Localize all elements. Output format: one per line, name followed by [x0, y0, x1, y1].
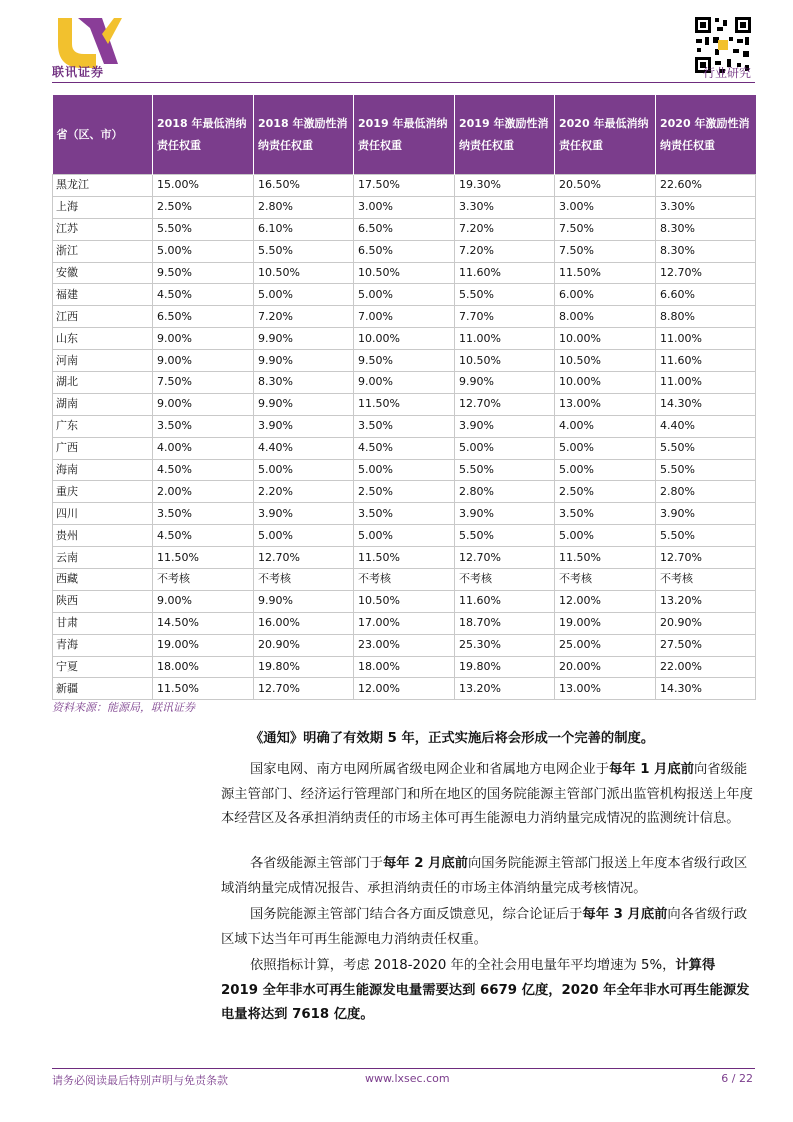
quota-cell: 5.50%	[656, 459, 756, 481]
quota-cell: 9.00%	[153, 590, 254, 612]
quota-cell: 9.90%	[254, 350, 354, 372]
table-row	[53, 547, 756, 569]
quota-cell: 18.00%	[354, 656, 455, 678]
province-cell: 湖南	[53, 393, 153, 415]
quota-cell: 3.50%	[153, 503, 254, 525]
quota-cell: 3.90%	[455, 415, 555, 437]
quota-cell: 6.60%	[656, 284, 756, 306]
quota-cell: 11.50%	[153, 547, 254, 569]
quota-cell: 25.30%	[455, 634, 555, 656]
quota-cell: 16.00%	[254, 612, 354, 634]
quota-cell: 17.50%	[354, 175, 455, 197]
quota-cell: 5.50%	[455, 525, 555, 547]
quota-cell: 20.90%	[254, 634, 354, 656]
heading-text: 《通知》明确了有效期 5 年，正式实施后将会形成一个完善的制度。	[250, 731, 655, 746]
province-cell: 浙江	[53, 240, 153, 262]
quota-cell: 20.00%	[555, 656, 656, 678]
quota-cell: 11.00%	[656, 372, 756, 394]
quota-cell: 4.50%	[153, 525, 254, 547]
quota-cell: 12.70%	[656, 547, 756, 569]
quota-cell: 11.60%	[455, 590, 555, 612]
quota-cell: 2.20%	[254, 481, 354, 503]
footer-website: www.lxsec.com	[365, 1072, 450, 1085]
province-cell: 黑龙江	[53, 175, 153, 197]
province-cell: 云南	[53, 547, 153, 569]
province-cell: 宁夏	[53, 656, 153, 678]
quota-cell: 17.00%	[354, 612, 455, 634]
quota-cell: 10.00%	[555, 372, 656, 394]
table-source: 资料来源：能源局，联讯证券	[52, 701, 195, 714]
quota-cell: 3.30%	[656, 196, 756, 218]
quota-cell: 8.30%	[656, 218, 756, 240]
quota-cell: 8.30%	[656, 240, 756, 262]
quota-cell: 5.00%	[254, 284, 354, 306]
table-header-cell: 2018 年激励性消纳责任权重	[254, 95, 354, 175]
section-heading	[221, 727, 756, 752]
quota-cell: 14.30%	[656, 393, 756, 415]
quota-cell: 4.50%	[354, 437, 455, 459]
quota-cell: 3.00%	[354, 196, 455, 218]
quota-cell: 19.00%	[153, 634, 254, 656]
quota-cell: 15.00%	[153, 175, 254, 197]
quota-cell: 11.50%	[555, 547, 656, 569]
quota-cell: 18.70%	[455, 612, 555, 634]
table-header-cell: 2020 年激励性消纳责任权重	[656, 95, 756, 175]
table-row	[53, 634, 756, 656]
quota-cell: 7.70%	[455, 306, 555, 328]
quota-cell: 10.50%	[254, 262, 354, 284]
table-row	[53, 240, 756, 262]
quota-cell: 10.50%	[455, 350, 555, 372]
quota-cell: 不考核	[455, 569, 555, 591]
quota-cell: 7.20%	[254, 306, 354, 328]
quota-cell: 4.40%	[254, 437, 354, 459]
quota-cell: 3.50%	[555, 503, 656, 525]
table-row	[53, 218, 756, 240]
quota-cell: 3.90%	[254, 415, 354, 437]
quota-cell: 3.90%	[455, 503, 555, 525]
table-row	[53, 590, 756, 612]
quota-cell: 2.80%	[455, 481, 555, 503]
table-row	[53, 328, 756, 350]
table-row	[53, 569, 756, 591]
paragraph-3	[221, 903, 756, 952]
table-row	[53, 612, 756, 634]
header-divider	[52, 82, 755, 83]
quota-cell: 9.00%	[354, 372, 455, 394]
quota-cell: 4.50%	[153, 284, 254, 306]
province-cell: 重庆	[53, 481, 153, 503]
table-header-row	[53, 95, 756, 175]
quota-cell: 5.00%	[354, 284, 455, 306]
province-cell: 西藏	[53, 569, 153, 591]
quota-cell: 3.50%	[354, 415, 455, 437]
quota-cell: 5.00%	[555, 437, 656, 459]
quota-cell: 11.50%	[354, 547, 455, 569]
quota-cell: 9.00%	[153, 350, 254, 372]
quota-cell: 5.00%	[555, 459, 656, 481]
quota-cell: 12.70%	[254, 547, 354, 569]
table-row	[53, 415, 756, 437]
quota-cell: 8.00%	[555, 306, 656, 328]
quota-cell: 2.80%	[656, 481, 756, 503]
province-cell: 新疆	[53, 678, 153, 700]
table-row	[53, 372, 756, 394]
quota-cell: 2.00%	[153, 481, 254, 503]
quota-cell: 3.90%	[656, 503, 756, 525]
province-cell: 上海	[53, 196, 153, 218]
quota-cell: 10.50%	[354, 590, 455, 612]
footer-divider	[52, 1068, 755, 1069]
province-cell: 广东	[53, 415, 153, 437]
p2-deadline: 每年 2 月底前	[382, 856, 468, 871]
table-header-cell: 2018 年最低消纳责任权重	[153, 95, 254, 175]
table-row	[53, 503, 756, 525]
quota-cell: 5.50%	[455, 284, 555, 306]
quota-cell: 14.50%	[153, 612, 254, 634]
quota-cell: 9.90%	[254, 328, 354, 350]
quota-cell: 3.90%	[254, 503, 354, 525]
table-row	[53, 350, 756, 372]
quota-cell: 5.50%	[153, 218, 254, 240]
quota-cell: 22.00%	[656, 656, 756, 678]
quota-cell: 不考核	[354, 569, 455, 591]
quota-cell: 5.00%	[455, 437, 555, 459]
quota-cell: 10.50%	[555, 350, 656, 372]
province-cell: 贵州	[53, 525, 153, 547]
table-row	[53, 393, 756, 415]
quota-cell: 16.50%	[254, 175, 354, 197]
quota-cell: 19.00%	[555, 612, 656, 634]
quota-cell: 9.50%	[153, 262, 254, 284]
province-cell: 陕西	[53, 590, 153, 612]
quota-cell: 3.00%	[555, 196, 656, 218]
quota-cell: 5.00%	[354, 459, 455, 481]
p4-text-a: 依照指标计算，考虑 2018-2020 年的全社会用电量年平均增速为 5%，	[250, 958, 676, 973]
quota-cell: 不考核	[254, 569, 354, 591]
quota-cell: 19.80%	[254, 656, 354, 678]
province-cell: 江西	[53, 306, 153, 328]
section-label: 行业研究	[702, 66, 751, 80]
province-cell: 福建	[53, 284, 153, 306]
quota-cell: 19.80%	[455, 656, 555, 678]
quota-cell: 11.50%	[354, 393, 455, 415]
quota-cell: 10.00%	[555, 328, 656, 350]
quota-cell: 11.00%	[455, 328, 555, 350]
quota-cell: 5.00%	[254, 525, 354, 547]
province-cell: 青海	[53, 634, 153, 656]
quota-cell: 3.30%	[455, 196, 555, 218]
quota-cell: 2.50%	[354, 481, 455, 503]
quota-table	[52, 95, 756, 700]
quota-cell: 9.90%	[254, 393, 354, 415]
quota-cell: 9.00%	[153, 393, 254, 415]
quota-cell: 27.50%	[656, 634, 756, 656]
quota-cell: 5.50%	[656, 437, 756, 459]
table-row	[53, 175, 756, 197]
quota-cell: 5.00%	[254, 459, 354, 481]
quota-cell: 18.00%	[153, 656, 254, 678]
quota-cell: 11.00%	[656, 328, 756, 350]
table-row	[53, 678, 756, 700]
quota-cell: 9.90%	[254, 590, 354, 612]
p3-deadline: 每年 3 月底前	[582, 907, 668, 922]
quota-cell: 7.50%	[555, 218, 656, 240]
quota-cell: 6.50%	[153, 306, 254, 328]
table-header-cell: 2020 年最低消纳责任权重	[555, 95, 656, 175]
quota-cell: 6.10%	[254, 218, 354, 240]
quota-cell: 2.50%	[153, 196, 254, 218]
quota-cell: 4.40%	[656, 415, 756, 437]
province-cell: 四川	[53, 503, 153, 525]
quota-cell: 4.00%	[555, 415, 656, 437]
quota-cell: 11.50%	[153, 678, 254, 700]
quota-cell: 23.00%	[354, 634, 455, 656]
province-cell: 山东	[53, 328, 153, 350]
quota-cell: 5.00%	[354, 525, 455, 547]
quota-cell: 7.00%	[354, 306, 455, 328]
quota-cell: 22.60%	[656, 175, 756, 197]
quota-cell: 6.50%	[354, 218, 455, 240]
quota-cell: 12.70%	[455, 393, 555, 415]
quota-cell: 9.00%	[153, 328, 254, 350]
quota-cell: 10.50%	[354, 262, 455, 284]
province-cell: 甘肃	[53, 612, 153, 634]
province-cell: 湖北	[53, 372, 153, 394]
quota-cell: 11.60%	[455, 262, 555, 284]
table-row	[53, 437, 756, 459]
quota-cell: 11.50%	[555, 262, 656, 284]
footer-disclaimer: 请务必阅读最后特别声明与免责条款	[52, 1074, 228, 1087]
quota-cell: 3.50%	[354, 503, 455, 525]
quota-cell: 5.00%	[555, 525, 656, 547]
table-row	[53, 656, 756, 678]
quota-cell: 11.60%	[656, 350, 756, 372]
quota-cell: 20.90%	[656, 612, 756, 634]
table-header-cell: 2019 年激励性消纳责任权重	[455, 95, 555, 175]
quota-cell: 7.50%	[153, 372, 254, 394]
table-row	[53, 306, 756, 328]
quota-cell: 5.50%	[254, 240, 354, 262]
table-header-cell: 省（区、市）	[53, 95, 153, 175]
quota-cell: 19.30%	[455, 175, 555, 197]
quota-cell: 20.50%	[555, 175, 656, 197]
table-row	[53, 196, 756, 218]
p1-deadline: 每年 1 月底前	[609, 762, 695, 777]
province-cell: 广西	[53, 437, 153, 459]
quota-cell: 13.20%	[656, 590, 756, 612]
page-number: 6 / 22	[721, 1072, 753, 1085]
province-cell: 海南	[53, 459, 153, 481]
quota-cell: 12.70%	[656, 262, 756, 284]
quota-cell: 7.20%	[455, 218, 555, 240]
quota-cell: 4.00%	[153, 437, 254, 459]
quota-cell: 10.00%	[354, 328, 455, 350]
quota-cell: 6.00%	[555, 284, 656, 306]
table-header-cell: 2019 年最低消纳责任权重	[354, 95, 455, 175]
quota-cell: 25.00%	[555, 634, 656, 656]
paragraph-2	[221, 852, 756, 901]
quota-cell: 9.50%	[354, 350, 455, 372]
quota-cell: 13.00%	[555, 678, 656, 700]
quota-cell: 12.70%	[455, 547, 555, 569]
province-cell: 安徽	[53, 262, 153, 284]
quota-cell: 12.00%	[354, 678, 455, 700]
quota-cell: 5.50%	[455, 459, 555, 481]
quota-cell: 12.70%	[254, 678, 354, 700]
paragraph-4	[221, 954, 756, 1028]
p1-text-c: 向省级能源主管部门、经济运行管理部门和所在地区的国务院能源主管部门派出监管机构报送上年度本经营区及各承担消纳责任的市场主体可再生能源电力消纳量完成情况的监测统计信息。	[221, 762, 753, 826]
quota-cell: 8.80%	[656, 306, 756, 328]
quota-cell: 不考核	[153, 569, 254, 591]
quota-cell: 13.20%	[455, 678, 555, 700]
quota-cell: 2.80%	[254, 196, 354, 218]
quota-cell: 14.30%	[656, 678, 756, 700]
province-cell: 江苏	[53, 218, 153, 240]
quota-cell: 12.00%	[555, 590, 656, 612]
quota-cell: 13.00%	[555, 393, 656, 415]
table-row	[53, 525, 756, 547]
quota-cell: 不考核	[656, 569, 756, 591]
quota-cell: 不考核	[555, 569, 656, 591]
quota-cell: 3.50%	[153, 415, 254, 437]
table-row	[53, 481, 756, 503]
p4-conclusion: 计算得 2019 全年非水可再生能源发电量需要达到 6679 亿度，2020 年全年非水可再生能源发电量将达到 7618 亿度。	[221, 958, 750, 1022]
table-row	[53, 262, 756, 284]
logo-text: 联讯证券	[52, 65, 105, 79]
quota-cell: 7.50%	[555, 240, 656, 262]
quota-cell: 4.50%	[153, 459, 254, 481]
table-row	[53, 284, 756, 306]
p3-text-a: 国务院能源主管部门结合各方面反馈意见，综合论证后于	[250, 907, 583, 922]
quota-cell: 5.50%	[656, 525, 756, 547]
p2-text-a: 各省级能源主管部门于	[250, 856, 383, 871]
quota-cell: 5.00%	[153, 240, 254, 262]
table-row	[53, 459, 756, 481]
province-cell: 河南	[53, 350, 153, 372]
p1-text-a: 国家电网、南方电网所属省级电网企业和省属地方电网企业于	[250, 762, 610, 777]
paragraph-1	[221, 758, 756, 832]
quota-cell: 2.50%	[555, 481, 656, 503]
quota-cell: 6.50%	[354, 240, 455, 262]
p2-text-c: 向国务院能源主管部门报送上年度本省级行政区域消纳量完成情况报告、承担消纳责任的市场主体消纳量完成考核情况。	[221, 856, 748, 896]
quota-cell: 7.20%	[455, 240, 555, 262]
p3-text-c: 向各省级行政区域下达当年可再生能源电力消纳责任权重。	[221, 907, 748, 947]
quota-cell: 9.90%	[455, 372, 555, 394]
quota-cell: 8.30%	[254, 372, 354, 394]
